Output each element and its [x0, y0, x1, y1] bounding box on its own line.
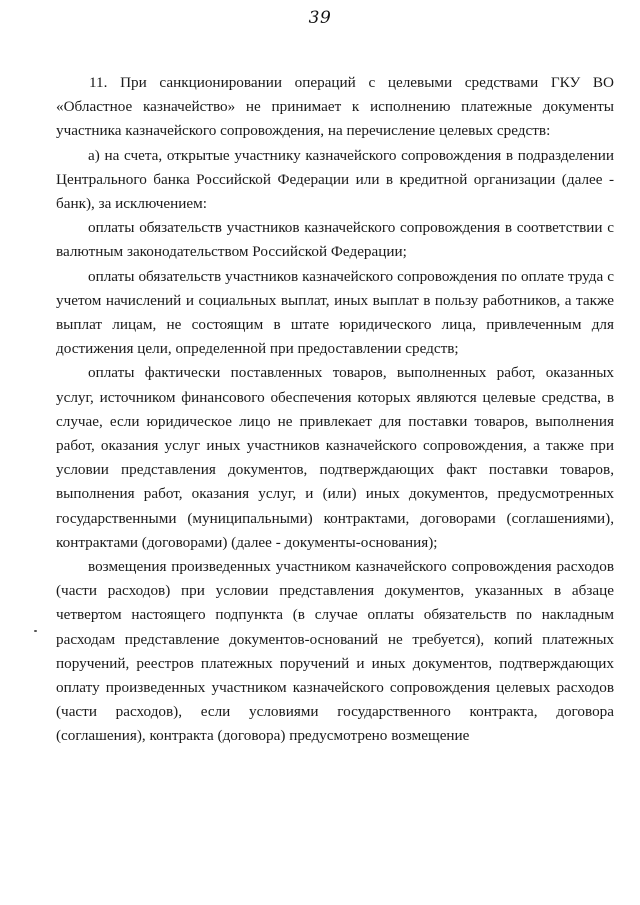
- paragraph-delivered-goods: оплаты фактически поставленных товаров, выполненных работ, оказанных услуг, источником финансового обеспечения которых являются целевые средства, в случае, если юридическое лицо не привлекает для поставки товаров, выполнения работ, оказания услуг иных участников казначейского сопровождения, а также при условии представления документов, подтверждающих факт поставки товаров, выполнения работ, оказания услуг, и (или) иных документов, предусмотренных государственными (муниципальными) контрактами, договорами (соглашениями), контрактами (договорами) (далее - документы-основания);: [56, 364, 614, 551]
- page-number: 39: [308, 8, 332, 28]
- document-body: [56, 71, 614, 749]
- paragraph-currency-obligations: оплаты обязательств участников казначейского сопровождения в соответствии с валютным законодательством Российской Федерации;: [56, 219, 614, 261]
- paragraph-labor-payments: оплаты обязательств участников казначейского сопровождения по оплате труда с учетом начислений и социальных выплат, иных выплат в пользу работников, а также выплат лицам, не состоящим в штате юридического лица, привлеченным для достижения цели, определенной при предоставлении средств;: [56, 267, 614, 358]
- paragraph-subclause-a: а) на счета, открытые участнику казначейского сопровождения в подразделении Центрального банка Российской Федерации или в кредитной организации (далее - банк), за исключением:: [56, 146, 614, 213]
- paragraph-expense-reimbursement: возмещения произведенных участником казначейского сопровождения расходов (части расходов) при условии представления документов, указанных в абзаце четвертом настоящего подпункта (в случае оплаты обязательств по накладным расходам представление документов-оснований не требуется), копий платежных поручений, реестров платежных поручений и иных документов, подтверждающих оплату произведенных участником казначейского сопровождения целевых расходов (части расходов), если условиями государственного контракта, договора (соглашения), контракта (договора) предусмотрено возмещение: [56, 558, 614, 745]
- paragraph-clause-11: 11. При санкционировании операций с целевыми средствами ГКУ ВО «Областное казначейство» не принимает к исполнению платежные документы участника казначейского сопровождения, на перечисление целевых средств:: [56, 74, 614, 140]
- scan-artifact-dot: [34, 630, 37, 632]
